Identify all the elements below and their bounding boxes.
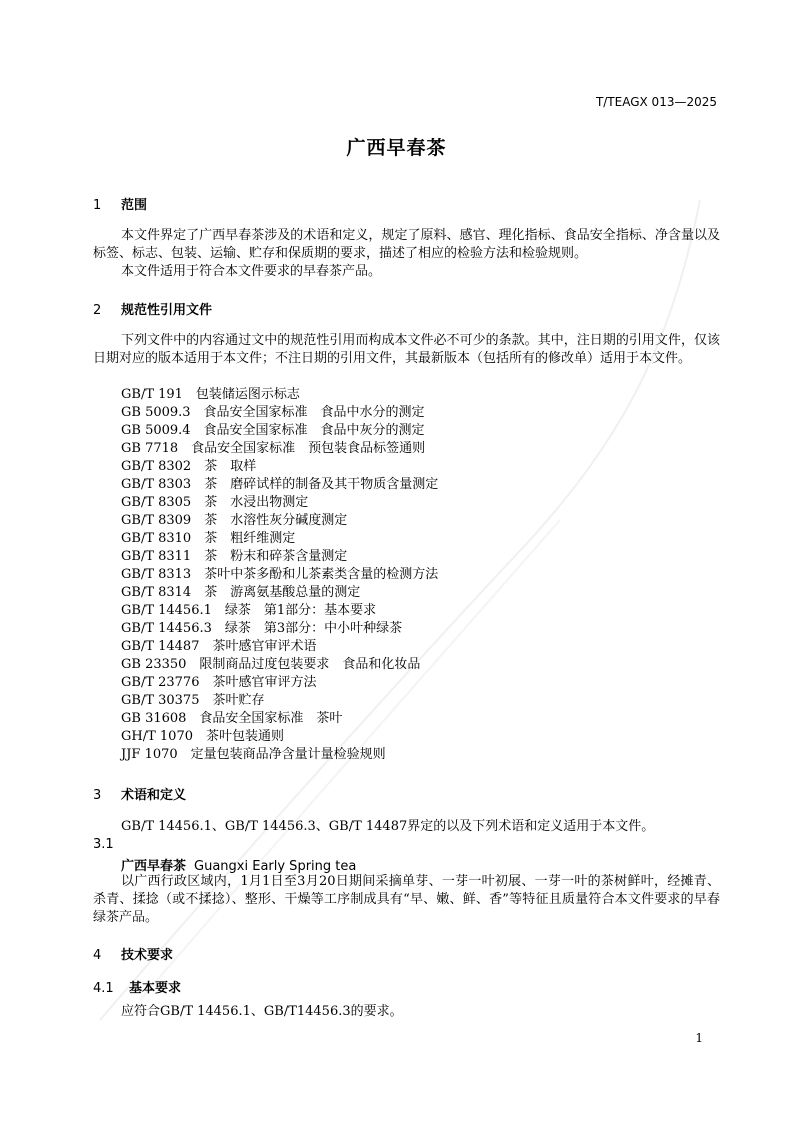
section-3-heading [93,784,186,803]
reference-item: GB/T 8303 茶 磨碎试样的制备及其干物质含量测定 [121,477,439,492]
reference-item: GB/T 8310 茶 粗纤维测定 [121,531,296,546]
section-title: 规范性引用文件 [121,303,213,318]
reference-item: GB 31608 食品安全国家标准 茶叶 [121,711,343,726]
reference-item: GB 5009.4 食品安全国家标准 食品中灰分的测定 [121,423,425,438]
section-title: 范围 [121,198,148,213]
page-number: 1 [695,1031,703,1045]
reference-item: GB/T 30375 茶叶贮存 [121,693,265,708]
reference-item: GB/T 14456.3 绿茶 第3部分：中小叶种绿茶 [121,621,403,636]
basic-requirement-text: 应符合GB/T 14456.1、GB/T14456.3的要求。 [121,1004,403,1019]
reference-item: GB 7718 食品安全国家标准 预包装食品标签通则 [121,441,426,456]
term-number: 3.1 [93,837,114,852]
section-title: 技术要求 [121,948,174,963]
section-1-heading [93,194,147,213]
section-number: 3 [93,788,102,803]
term-english: Guangxi Early Spring tea [194,859,357,874]
reference-list [121,386,438,764]
reference-item: GB/T 8302 茶 取样 [121,459,257,474]
reference-item: GB/T 23776 茶叶感官审评方法 [121,675,317,690]
document-title: 广西早春茶 [346,137,447,159]
reference-item: JJF 1070 定量包装商品净含量计量检验规则 [121,747,386,762]
section-number: 2 [93,303,102,318]
reference-item: GH/T 1070 茶叶包装通则 [121,729,284,744]
reference-item: GB/T 191 包装储运图示标志 [121,387,300,402]
document-code: T/TEAGX 013—2025 [595,95,717,109]
reference-item: GB/T 8313 茶叶中茶多酚和儿茶素类含量的检测方法 [121,567,439,582]
reference-item: GB/T 14487 茶叶感官审评术语 [121,639,317,654]
section-number: 1 [93,198,102,213]
section-2-heading [93,299,212,318]
term-entry [121,855,356,874]
section-title: 术语和定义 [121,788,187,803]
reference-item: GB/T 14456.1 绿茶 第1部分：基本要求 [121,603,377,618]
refs-intro-paragraph: 下列文件中的内容通过文中的规范性引用而构成本文件必不可少的条款。其中，注日期的引用文件，仅该日期对应的版本适用于本文件；不注日期的引用文件，其最新版本（包括所有的修改单）适用于本文件。 [93,333,720,366]
reference-item: GB/T 8305 茶 水浸出物测定 [121,495,309,510]
subsection-4-1-heading [93,977,181,996]
reference-item: GB/T 8311 茶 粉末和碎茶含量测定 [121,549,348,564]
reference-item: GB 5009.3 食品安全国家标准 食品中水分的测定 [121,405,425,420]
reference-item: GB/T 8314 茶 游离氨基酸总量的测定 [121,585,361,600]
scope-paragraph-1: 本文件界定了广西早春茶涉及的术语和定义，规定了原料、感官、理化指标、食品安全指标、净含量以及标签、标志、包装、运输、贮存和保质期的要求，描述了相应的检验方法和检验规则。 [93,228,720,261]
term-definition: 以广西行政区域内，1月1日至3月20日期间采摘单芽、一芽一叶初展、一芽一叶的茶树鲜叶，经摊青、杀青、揉捻（或不揉捻）、整形、干燥等工序制成具有“早、嫩、鲜、香”等特征且质量符合本文件要求的早春绿茶产品。 [93,874,720,925]
reference-item: GB 23350 限制商品过度包装要求 食品和化妆品 [121,657,421,672]
section-number: 4 [93,948,102,963]
term-chinese: 广西早春茶 [121,859,187,874]
reference-item: GB/T 8309 茶 水溶性灰分碱度测定 [121,513,348,528]
subsection-title: 基本要求 [129,981,182,996]
section-4-heading [93,944,173,963]
subsection-number: 4.1 [93,981,114,996]
scope-paragraph-2: 本文件适用于符合本文件要求的早春茶产品。 [121,264,382,279]
terms-intro-paragraph: GB/T 14456.1、GB/T 14456.3、GB/T 14487界定的以及下列术语和定义适用于本文件。 [121,819,655,834]
